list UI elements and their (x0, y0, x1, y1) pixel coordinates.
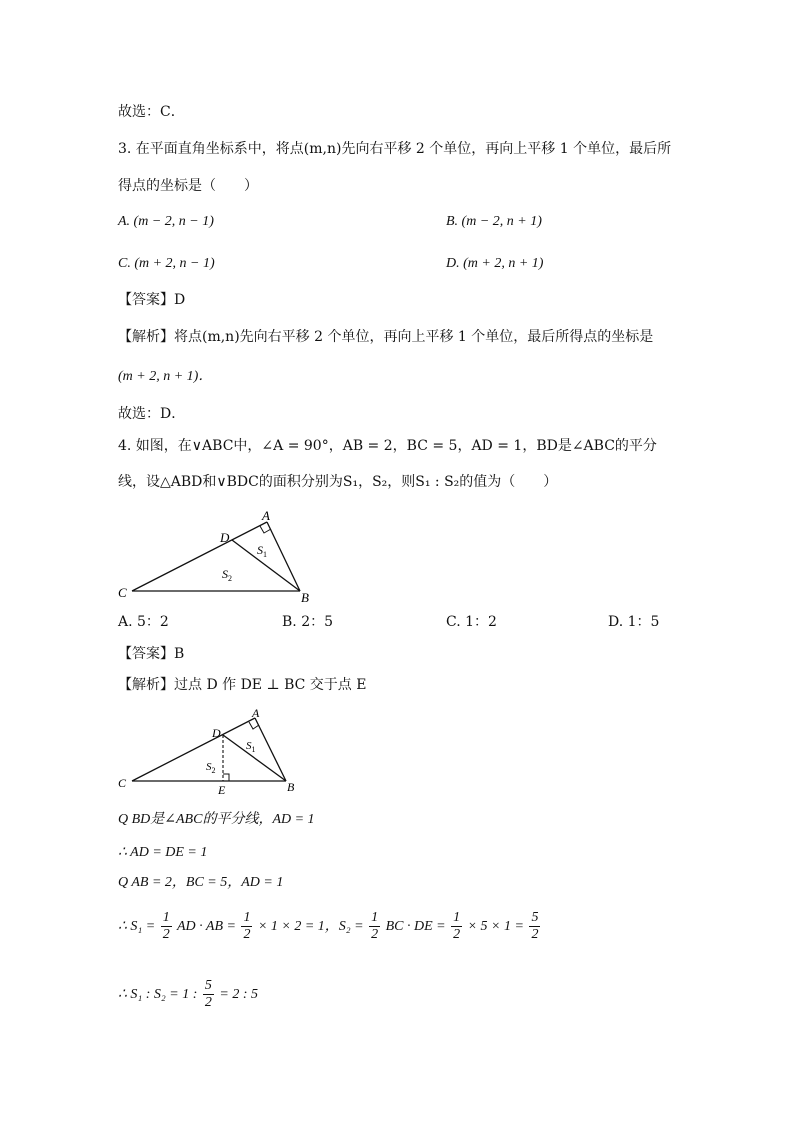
q3-option-a: A. (m − 2, n − 1) (118, 214, 214, 229)
fig1-label-c: C (118, 585, 127, 600)
q4-option-a: A. 5：2 (118, 614, 169, 630)
q3-conclusion: 故选：D． (118, 406, 186, 422)
q4-step-1: Q BD是∠ABC的平分线，AD = 1 (118, 812, 315, 827)
q3-option-c: C. (m + 2, n − 1) (118, 256, 215, 271)
q3-stem-line2: 得点的坐标是（ ） (118, 178, 258, 194)
triangle-figure-2 (110, 702, 310, 798)
q4-option-d: D. 1：5 (608, 614, 660, 630)
fig1-label-b: B (301, 590, 309, 605)
fig1-label-s2: $S_2$ (222, 567, 232, 583)
q4-option-c: C. 1：2 (446, 614, 497, 630)
q3-explanation-line1: 【解析】将点(m,n)先向右平移 2 个单位，再向上平移 1 个单位，最后所得点的坐标是 (118, 329, 654, 345)
q4-step-2: ∴ AD = DE = 1 (118, 845, 208, 860)
fig1-label-d: D (220, 530, 230, 545)
fig2-label-e: E (218, 783, 226, 797)
fig2-label-b: B (287, 780, 295, 794)
q4-explanation-line1: 【解析】过点 D 作 DE ⊥ BC 交于点 E (118, 677, 367, 693)
q4-step-3: Q AB = 2，BC = 5，AD = 1 (118, 875, 284, 890)
q4-stem-line1: 4. 如图，在∨ABC中，∠A = 90°，AB = 2，BC = 5，AD = 1，BD是∠ABC的平分 (118, 438, 657, 454)
fig2-label-s2: $S_2$ (206, 761, 216, 775)
fig2-label-a: A (252, 706, 260, 720)
prev-conclusion: 故选：C． (118, 104, 185, 120)
q3-answer: 【答案】D (118, 292, 186, 308)
fig1-label-s1: $S_1$ (257, 543, 267, 559)
triangle-figure-1 (110, 505, 330, 605)
q3-option-b: B. (m − 2, n + 1) (446, 214, 542, 229)
q4-stem-line2: 线，设△ABD和∨BDC的面积分别为S₁，S₂，则S₁ : S₂的值为（ ） (118, 474, 558, 490)
fig2-label-c: C (118, 776, 127, 790)
q4-option-b: B. 2：5 (282, 614, 334, 630)
q3-option-d: D. (m + 2, n + 1) (446, 256, 544, 271)
q4-step-5: ∴ S₁ : S₂ = 1 : $\frac{5}{2}$ = 2 : 5 (118, 978, 259, 1011)
q4-answer: 【答案】B (118, 646, 185, 662)
fig2-label-s1: $S_1$ (246, 740, 256, 754)
fig1-label-a: A (262, 508, 270, 523)
fig2-label-d: D (212, 726, 221, 740)
q3-explanation-line2: (m + 2, n + 1)． (118, 369, 213, 384)
q3-stem-line1: 3. 在平面直角坐标系中，将点(m,n)先向右平移 2 个单位，再向上平移 1 个单位，最后所 (118, 141, 672, 157)
q4-step-4: ∴ S₁ = $\frac{1}{2}$ AD · AB = $\frac{1}{2}$ × 1 × 2 = 1，S₂ = $\frac{1}{2}$ BC · DE = $\frac{1}{2}$ × 5 × 1 = $\frac{5}{2}$ (118, 910, 539, 943)
